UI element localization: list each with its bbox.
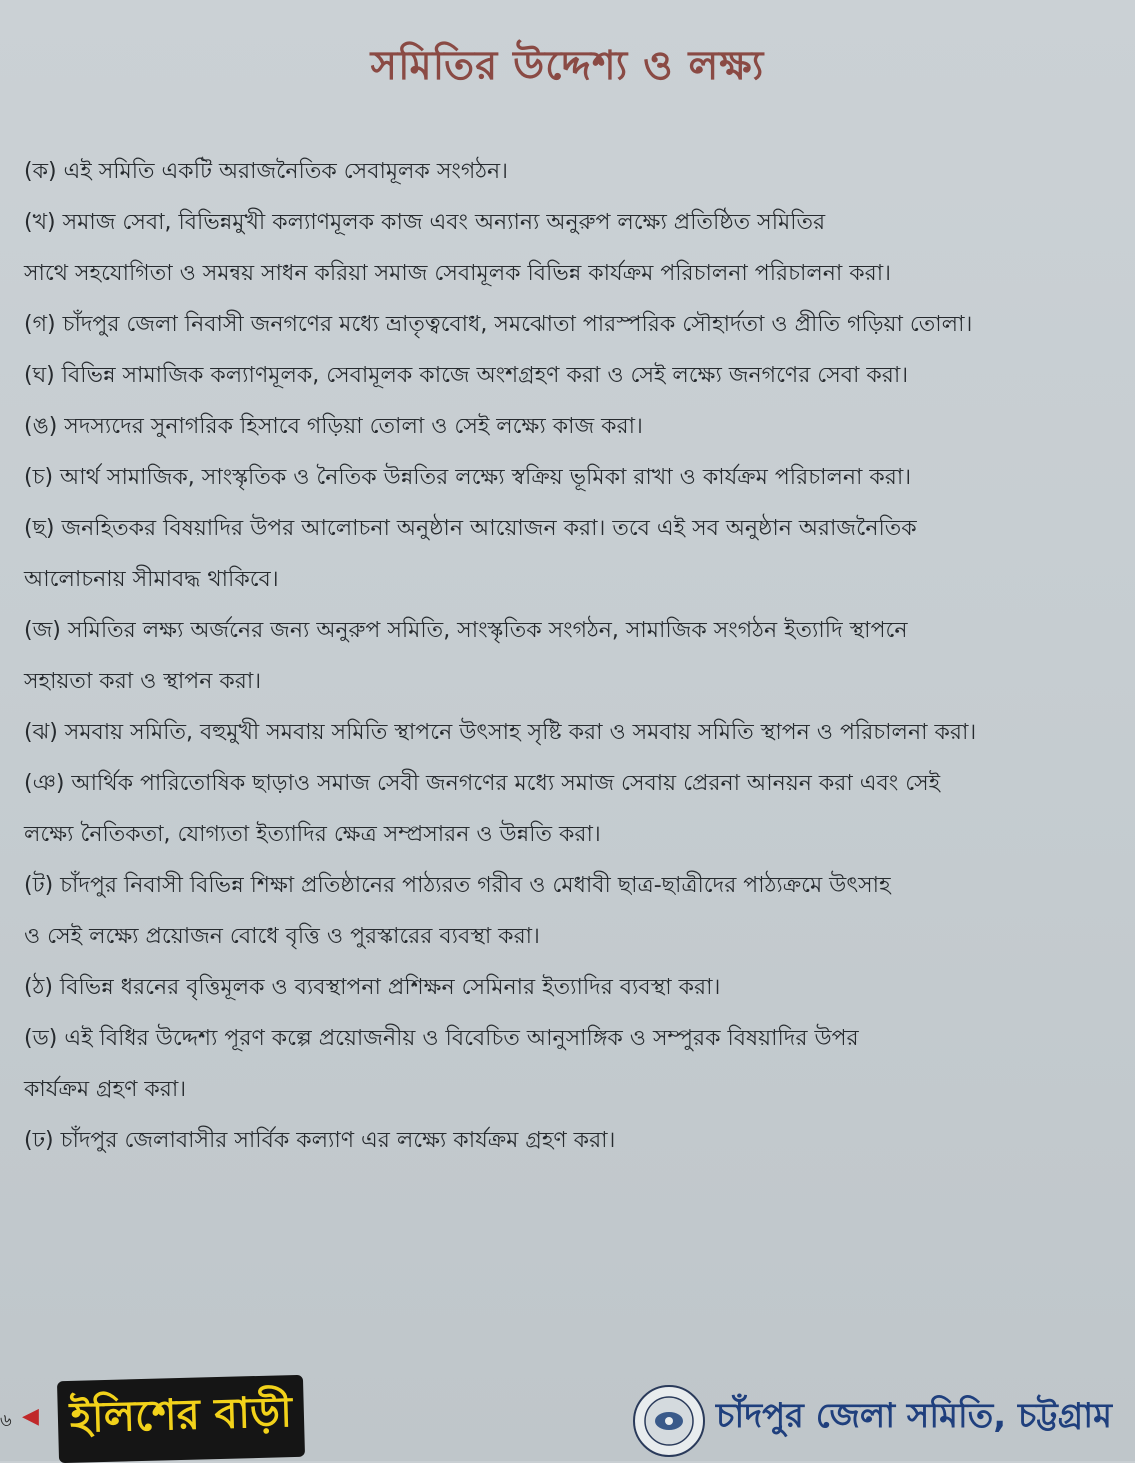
- objective-item: [24, 605, 1114, 707]
- organization-seal-icon: [632, 1384, 706, 1458]
- objective-line: (ছ) জনহিতকর বিষয়াদির উপর আলোচনা অনুষ্ঠান আয়োজন করা। তবে এই সব অনুষ্ঠান অরাজনৈতিক: [24, 516, 917, 541]
- objective-item: [24, 962, 1114, 1013]
- objective-line: (ঙ) সদস্যদের সুনাগরিক হিসাবে গড়িয়া তোলা ও সেই লক্ষ্যে কাজ করা।: [24, 414, 643, 439]
- objective-line: (ঞ) আর্থিক পারিতোষিক ছাড়াও সমাজ সেবী জনগণের মধ্যে সমাজ সেবায় প্রেরনা আনয়ন করা এবং সেই: [24, 771, 941, 796]
- objective-line: সহায়তা করা ও স্থাপন করা।: [24, 669, 262, 694]
- brand-logo: ইলিশের বাড়ী: [57, 1375, 305, 1463]
- page-number: ৬: [0, 1410, 12, 1431]
- objective-line: (ঠ) বিভিন্ন ধরনের বৃত্তিমূলক ও ব্যবস্থাপনা প্রশিক্ষন সেমিনার ইত্যাদির ব্যবস্থা করা।: [24, 975, 721, 1000]
- objective-line: লক্ষ্যে নৈতিকতা, যোগ্যতা ইত্যাদির ক্ষেত্র সম্প্রসারন ও উন্নতি করা।: [24, 822, 601, 847]
- objective-item: [24, 860, 1114, 962]
- objective-line: (ঝ) সমবায় সমিতি, বহুমুখী সমবায় সমিতি স্থাপনে উৎসাহ সৃষ্টি করা ও সমবায় সমিতি স্থাপন ও পরিচালনা করা।: [24, 720, 977, 745]
- objective-line: (ক) এই সমিতি একটি অরাজনৈতিক সেবামূলক সংগঠন।: [24, 159, 508, 184]
- objective-item: [24, 1013, 1114, 1115]
- objective-line: (ঢ) চাঁদপুর জেলাবাসীর সার্বিক কল্যাণ এর লক্ষ্যে কার্যক্রম গ্রহণ করা।: [24, 1128, 616, 1153]
- objective-item: [24, 1115, 1114, 1166]
- objective-line: সাথে সহযোগিতা ও সমন্বয় সাধন করিয়া সমাজ সেবামূলক বিভিন্ন কার্যক্রম পরিচালনা পরিচালনা করা।: [24, 261, 892, 286]
- objective-item: [24, 758, 1114, 860]
- objective-item: [24, 707, 1114, 758]
- objective-line: (খ) সমাজ সেবা, বিভিন্নমুখী কল্যাণমূলক কাজ এবং অন্যান্য অনুরুপ লক্ষ্যে প্রতিষ্ঠিত সমিতির: [24, 210, 826, 235]
- objectives-list: [24, 146, 1114, 1166]
- page-footer: [0, 1370, 1135, 1461]
- objective-line: (ঘ) বিভিন্ন সামাজিক কল্যাণমূলক, সেবামূলক কাজে অংশগ্রহণ করা ও সেই লক্ষ্যে জনগণের সেবা করা।: [24, 363, 909, 388]
- organization-name: চাঁদপুর জেলা সমিতি, চট্টগ্রাম: [716, 1396, 1112, 1436]
- objective-line: (জ) সমিতির লক্ষ্য অর্জনের জন্য অনুরুপ সমিতি, সাংস্কৃতিক সংগঠন, সামাজিক সংগঠন ইত্যাদি স্থাপনে: [24, 618, 908, 643]
- objective-item: [24, 452, 1114, 503]
- objective-line: (চ) আর্থ সামাজিক, সাংস্কৃতিক ও নৈতিক উন্নতির লক্ষ্যে স্বক্রিয় ভূমিকা রাখা ও কার্যক্রম পরিচালনা করা।: [24, 465, 912, 490]
- objective-line: ও সেই লক্ষ্যে প্রয়োজন বোধে বৃত্তি ও পুরস্কারের ব্যবস্থা করা।: [24, 924, 540, 949]
- objective-line: (ড) এই বিধির উদ্দেশ্য পূরণ কল্পে প্রয়োজনীয় ও বিবেচিত আনুসাঙ্গিক ও সম্পুরক বিষয়াদির উপর: [24, 1026, 859, 1051]
- objective-item: [24, 350, 1114, 401]
- objective-item: [24, 299, 1114, 350]
- objective-item: [24, 503, 1114, 605]
- objective-line: (ট) চাঁদপুর নিবাসী বিভিন্ন শিক্ষা প্রতিষ্ঠানের পাঠ্যরত গরীব ও মেধাবী ছাত্র-ছাত্রীদের পাঠ্যক্রমে উৎসাহ: [24, 873, 891, 898]
- objective-item: [24, 401, 1114, 452]
- objective-line: (গ) চাঁদপুর জেলা নিবাসী জনগণের মধ্যে ভ্রাতৃত্ববোধ, সমঝোতা পারস্পরিক সৌহার্দতা ও প্রীতি গড়িয়া তোলা।: [24, 312, 973, 337]
- objective-item: [24, 197, 1114, 299]
- objective-line: আলোচনায় সীমাবদ্ধ থাকিবে।: [24, 567, 279, 592]
- triangle-pointer-icon: ◀: [22, 1404, 39, 1429]
- page-title: সমিতির উদ্দেশ্য ও লক্ষ্য: [370, 43, 765, 89]
- objective-line: কার্যক্রম গ্রহণ করা।: [24, 1077, 187, 1102]
- objective-item: [24, 146, 1114, 197]
